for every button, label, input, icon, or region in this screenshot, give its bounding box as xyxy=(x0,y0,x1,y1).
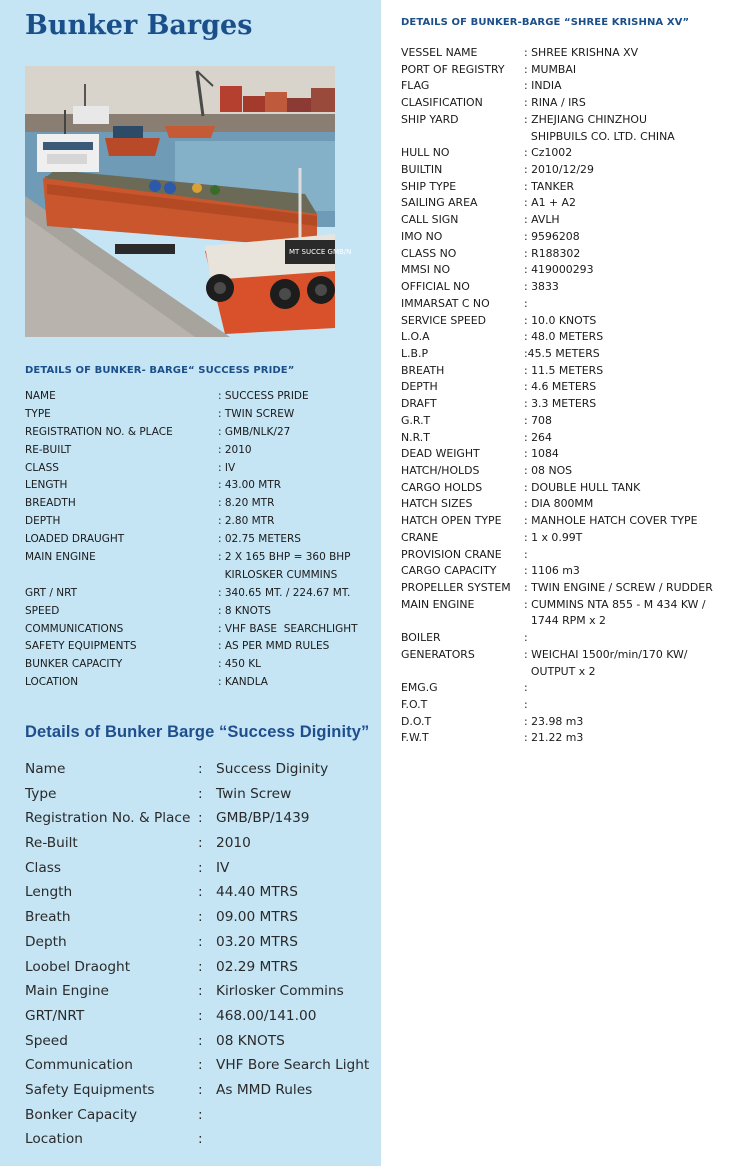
spec-row xyxy=(25,831,375,856)
spec-separator: : xyxy=(198,1057,203,1074)
spec-label: SHIP TYPE xyxy=(401,179,457,193)
spec-row xyxy=(401,62,737,79)
spec-label: DEPTH xyxy=(25,515,61,528)
spec-separator: : xyxy=(198,958,203,975)
spec-row xyxy=(401,78,737,95)
spec-row xyxy=(401,229,737,246)
spec-row xyxy=(25,757,375,782)
spec-value: IV xyxy=(216,859,230,876)
spec-value: : 8.20 MTR xyxy=(218,497,275,510)
spec-value: 468.00/141.00 xyxy=(216,1007,317,1024)
spec-separator: : xyxy=(198,884,203,901)
spec-row xyxy=(401,430,737,447)
spec-label: DEAD WEIGHT xyxy=(401,447,480,461)
success-pride-table xyxy=(25,388,375,692)
spec-value: : AS PER MMD RULES xyxy=(218,640,330,653)
spec-value: : xyxy=(524,547,528,561)
spec-label: F.W.T xyxy=(401,731,429,745)
spec-value: : 2.80 MTR xyxy=(218,515,275,528)
spec-row xyxy=(401,680,737,697)
spec-separator: : xyxy=(198,761,203,777)
spec-label: PROPELLER SYSTEM xyxy=(401,581,511,594)
spec-label: Speed xyxy=(25,1032,68,1049)
spec-row xyxy=(25,603,375,621)
spec-label: G.R.T xyxy=(401,413,431,427)
spec-label: Main Engine xyxy=(25,983,109,1000)
spec-separator: : xyxy=(198,1106,203,1123)
spec-value: : 2 X 165 BHP = 360 BHP KIRLOSKER CUMMINS xyxy=(218,551,351,581)
spec-row xyxy=(401,396,737,413)
spec-row xyxy=(25,442,375,460)
spec-label: BOILER xyxy=(401,631,441,645)
spec-label: REGISTRATION NO. & PLACE xyxy=(25,425,173,438)
spec-row xyxy=(25,1053,375,1078)
spec-row xyxy=(401,630,737,647)
spec-label: Re-Built xyxy=(25,835,78,852)
spec-value: : 264 xyxy=(524,430,552,444)
spec-value: : 1 x 0.99T xyxy=(524,530,583,544)
spec-row xyxy=(401,496,737,513)
spec-row xyxy=(25,674,375,692)
photo-label: MT SUCCE GMB/N xyxy=(289,248,352,256)
spec-value: : MUMBAI xyxy=(524,62,577,76)
spec-row xyxy=(25,1078,375,1103)
spec-row xyxy=(401,45,737,62)
spec-label: TYPE xyxy=(25,407,51,420)
spec-value: : 21.22 m3 xyxy=(524,731,584,745)
spec-value: : 2010 xyxy=(218,443,252,456)
spec-value: : 3833 xyxy=(524,280,559,294)
spec-label: CLASS NO xyxy=(401,246,457,260)
spec-value: Kirlosker Commins xyxy=(216,983,344,1000)
spec-row xyxy=(401,714,737,731)
spec-row xyxy=(401,296,737,313)
spec-label: SAFETY EQUIPMENTS xyxy=(25,640,137,653)
shree-krishna-table xyxy=(401,45,737,747)
spec-row xyxy=(25,1029,375,1054)
spec-separator: : xyxy=(198,835,203,852)
spec-label: Bonker Capacity xyxy=(25,1106,138,1123)
spec-value: : INDIA xyxy=(524,79,562,93)
spec-value: : 48.0 METERS xyxy=(524,330,604,344)
spec-row xyxy=(25,856,375,881)
spec-label: CLASS xyxy=(25,461,59,474)
spec-row xyxy=(25,1004,375,1029)
spec-label: MAIN ENGINE xyxy=(401,597,475,611)
spec-label: SAILING AREA xyxy=(401,196,478,210)
spec-row xyxy=(25,585,375,603)
success-pride-heading: DETAILS OF BUNKER- BARGE“ SUCCESS PRIDE” xyxy=(25,365,295,376)
spec-row xyxy=(401,379,737,396)
spec-label: OFFICIAL NO xyxy=(401,280,470,294)
spec-label: L.O.A xyxy=(401,330,430,344)
spec-value: : 23.98 m3 xyxy=(524,714,584,728)
spec-separator: : xyxy=(198,933,203,950)
success-diginity-heading: Details of Bunker Barge “Success Diginity” xyxy=(25,723,370,741)
spec-label: RE-BUILT xyxy=(25,443,72,456)
spec-row xyxy=(401,463,737,480)
spec-label: L.B.P xyxy=(401,346,429,360)
spec-label: PORT OF REGISTRY xyxy=(401,62,505,76)
spec-value: : AVLH xyxy=(524,213,560,227)
spec-label: FLAG xyxy=(401,79,430,93)
spec-row xyxy=(401,730,737,747)
spec-row xyxy=(25,930,375,955)
spec-label: EMG.G xyxy=(401,681,438,695)
spec-row xyxy=(401,530,737,547)
page-title: Bunker Barges xyxy=(25,10,253,41)
spec-row xyxy=(401,95,737,112)
spec-label: Registration No. & Place xyxy=(25,810,191,827)
spec-value: : 3.3 METERS xyxy=(524,397,597,411)
spec-label: Safety Equipments xyxy=(25,1081,155,1098)
spec-row xyxy=(401,313,737,330)
spec-value: : xyxy=(524,631,528,645)
spec-label: Depth xyxy=(25,933,67,950)
spec-label: CLASIFICATION xyxy=(401,96,483,110)
spec-row xyxy=(25,477,375,495)
spec-row xyxy=(25,388,375,406)
spec-label: HATCH SIZES xyxy=(401,497,473,511)
spec-separator: : xyxy=(198,983,203,1000)
spec-value: : 1084 xyxy=(524,447,559,461)
spec-label: SERVICE SPEED xyxy=(401,313,487,327)
spec-value: Twin Screw xyxy=(216,785,292,802)
spec-separator: : xyxy=(198,785,203,802)
spec-row xyxy=(25,905,375,930)
spec-value: : 43.00 MTR xyxy=(218,479,282,492)
spec-value: : VHF BASE SEARCHLIGHT xyxy=(218,622,358,635)
spec-row xyxy=(401,179,737,196)
spec-row xyxy=(401,346,737,363)
spec-label: BREADTH xyxy=(25,497,76,510)
spec-row xyxy=(25,424,375,442)
spec-row xyxy=(25,1127,375,1152)
spec-label: LOADED DRAUGHT xyxy=(25,533,125,546)
spec-value: : 11.5 METERS xyxy=(524,363,604,377)
spec-row xyxy=(25,621,375,639)
spec-value: : 2010/12/29 xyxy=(524,163,594,177)
spec-value: GMB/BP/1439 xyxy=(216,810,310,827)
spec-label: LENGTH xyxy=(25,479,68,492)
spec-value: : MANHOLE HATCH COVER TYPE xyxy=(524,514,698,528)
spec-row xyxy=(401,262,737,279)
spec-label: Type xyxy=(25,785,57,802)
spec-label: PROVISION CRANE xyxy=(401,547,502,561)
spec-label: IMO NO xyxy=(401,229,443,243)
spec-label: GRT/NRT xyxy=(25,1007,85,1024)
spec-value: : R188302 xyxy=(524,246,581,260)
spec-row xyxy=(25,979,375,1004)
spec-label: MMSI NO xyxy=(401,263,451,277)
spec-label: COMMUNICATIONS xyxy=(25,622,124,635)
spec-value: : RINA / IRS xyxy=(524,96,586,110)
spec-value: : A1 + A2 xyxy=(524,196,576,210)
spec-label: LOCATION xyxy=(25,676,79,689)
spec-value: : IV xyxy=(218,461,236,474)
spec-row xyxy=(401,597,737,630)
spec-value: : 02.75 METERS xyxy=(218,533,301,546)
spec-label: Location xyxy=(25,1131,83,1148)
success-diginity-table xyxy=(25,757,375,1152)
spec-label: SPEED xyxy=(25,604,60,617)
spec-row xyxy=(401,480,737,497)
spec-row xyxy=(25,782,375,807)
spec-value: : 08 NOS xyxy=(524,463,573,477)
spec-row xyxy=(25,638,375,656)
spec-label: Breath xyxy=(25,909,71,926)
spec-value: : 4.6 METERS xyxy=(524,380,597,394)
spec-label: SHIP YARD xyxy=(401,112,459,126)
spec-label: Name xyxy=(25,761,66,777)
spec-value: : KANDLA xyxy=(218,676,268,689)
spec-row xyxy=(25,406,375,424)
spec-row xyxy=(25,880,375,905)
spec-label: HATCH/HOLDS xyxy=(401,463,480,477)
spec-value: 09.00 MTRS xyxy=(216,909,298,926)
spec-label: Communication xyxy=(25,1057,133,1074)
spec-separator: : xyxy=(198,1131,203,1148)
spec-label: GRT / NRT xyxy=(25,586,78,599)
spec-value: : DIA 800MM xyxy=(524,497,594,511)
spec-separator: : xyxy=(198,810,203,827)
spec-value: 08 KNOTS xyxy=(216,1032,285,1049)
spec-row xyxy=(401,145,737,162)
spec-separator: : xyxy=(198,909,203,926)
spec-label: N.R.T xyxy=(401,430,430,444)
spec-value: : xyxy=(524,681,528,695)
spec-separator: : xyxy=(198,1081,203,1098)
spec-row xyxy=(25,460,375,478)
spec-value: : Cz1002 xyxy=(524,146,573,160)
shree-krishna-heading: DETAILS OF BUNKER-BARGE “SHREE KRISHNA XV” xyxy=(401,17,690,28)
spec-value: As MMD Rules xyxy=(216,1081,313,1098)
spec-label: BUILTIN xyxy=(401,163,443,177)
spec-label: Length xyxy=(25,884,73,901)
spec-separator: : xyxy=(198,859,203,876)
spec-separator: : xyxy=(198,1032,203,1049)
spec-label: F.O.T xyxy=(401,698,428,712)
spec-row xyxy=(401,279,737,296)
spec-row xyxy=(401,547,737,564)
spec-value: : SUCCESS PRIDE xyxy=(218,390,309,402)
spec-separator: : xyxy=(198,1007,203,1024)
spec-value: 02.29 MTRS xyxy=(216,958,298,975)
spec-value: 03.20 MTRS xyxy=(216,933,298,950)
spec-value: :45.5 METERS xyxy=(524,346,600,360)
spec-row xyxy=(401,195,737,212)
spec-value: : xyxy=(524,698,528,712)
spec-label: HATCH OPEN TYPE xyxy=(401,514,502,528)
spec-row xyxy=(25,1103,375,1128)
spec-row xyxy=(401,212,737,229)
spec-value: : GMB/NLK/27 xyxy=(218,425,291,438)
spec-label: Class xyxy=(25,859,62,876)
spec-label: BUNKER CAPACITY xyxy=(25,658,123,671)
spec-value: : DOUBLE HULL TANK xyxy=(524,480,641,494)
spec-row xyxy=(25,495,375,513)
spec-label: CALL SIGN xyxy=(401,213,459,227)
spec-row xyxy=(401,580,737,597)
spec-value: : ZHEJIANG CHINZHOU SHIPBUILS CO. LTD. CHINA xyxy=(524,112,675,143)
spec-label: CARGO HOLDS xyxy=(401,480,483,494)
spec-row xyxy=(25,955,375,980)
spec-row xyxy=(25,513,375,531)
spec-value: : CUMMINS NTA 855 - M 434 KW / 1744 RPM x 2 xyxy=(524,597,706,628)
spec-label: GENERATORS xyxy=(401,647,475,661)
spec-label: HULL NO xyxy=(401,146,450,160)
spec-value: 2010 xyxy=(216,835,251,852)
spec-value: : 419000293 xyxy=(524,263,594,277)
spec-row xyxy=(401,246,737,263)
spec-row xyxy=(401,563,737,580)
right-panel xyxy=(381,0,737,1166)
spec-row xyxy=(401,697,737,714)
spec-value: : xyxy=(524,296,528,310)
spec-value: : 8 KNOTS xyxy=(218,604,271,617)
spec-row xyxy=(401,647,737,680)
spec-row xyxy=(401,446,737,463)
spec-value: : TANKER xyxy=(524,179,575,193)
spec-row xyxy=(401,112,737,145)
spec-value: : 708 xyxy=(524,413,552,427)
spec-value: : 340.65 MT. / 224.67 MT. xyxy=(218,586,351,599)
spec-value: VHF Bore Search Light xyxy=(216,1057,370,1074)
spec-label: DEPTH xyxy=(401,380,438,394)
spec-row xyxy=(401,513,737,530)
barge-photo xyxy=(25,66,352,337)
spec-value: : WEICHAI 1500r/min/170 KW/ OUTPUT x 2 xyxy=(524,647,688,678)
spec-value: 44.40 MTRS xyxy=(216,884,298,901)
spec-label: VESSEL NAME xyxy=(401,46,478,59)
spec-value: : 1106 m3 xyxy=(524,564,580,578)
spec-value: : TWIN SCREW xyxy=(218,407,295,420)
spec-label: NAME xyxy=(25,390,56,402)
spec-label: D.O.T xyxy=(401,714,432,728)
spec-label: CRANE xyxy=(401,530,439,544)
spec-row xyxy=(25,531,375,549)
spec-row xyxy=(25,549,375,585)
spec-row xyxy=(401,363,737,380)
spec-label: DRAFT xyxy=(401,397,437,411)
spec-row xyxy=(401,329,737,346)
spec-value: : TWIN ENGINE / SCREW / RUDDER xyxy=(524,581,713,594)
spec-value: Success Diginity xyxy=(216,761,329,777)
spec-row xyxy=(25,806,375,831)
spec-label: CARGO CAPACITY xyxy=(401,564,497,578)
spec-value: : 9596208 xyxy=(524,229,580,243)
spec-row xyxy=(401,162,737,179)
spec-row xyxy=(25,656,375,674)
spec-row xyxy=(401,413,737,430)
spec-label: MAIN ENGINE xyxy=(25,551,96,564)
spec-value: : 10.0 KNOTS xyxy=(524,313,597,327)
spec-value: : 450 KL xyxy=(218,658,261,671)
spec-value: : SHREE KRISHNA XV xyxy=(524,46,639,59)
spec-label: IMMARSAT C NO xyxy=(401,296,490,310)
spec-label: Loobel Draoght xyxy=(25,958,131,975)
spec-label: BREATH xyxy=(401,363,445,377)
